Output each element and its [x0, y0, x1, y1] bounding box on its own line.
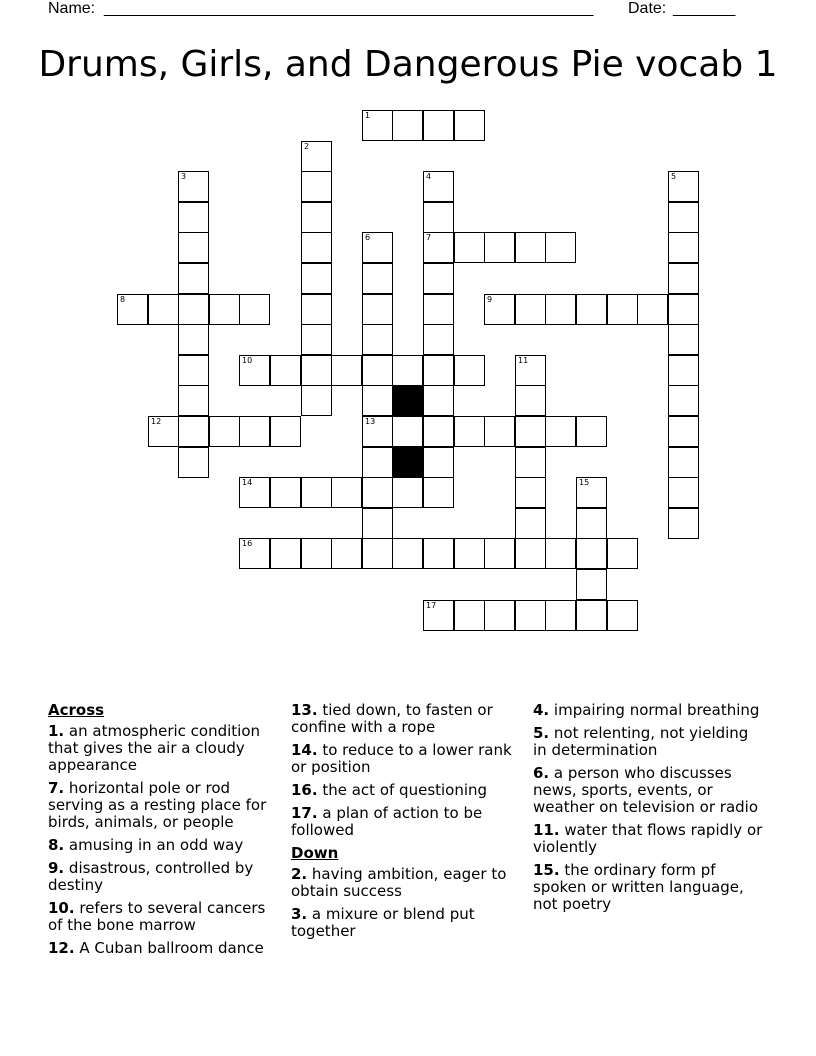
cell-number: 1 [365, 111, 371, 120]
date-label: Date: [628, 0, 667, 17]
cell-number: 15 [579, 478, 590, 487]
clue-down-4: 4. impairing normal breathing [533, 701, 760, 719]
grid-cell[interactable] [362, 110, 393, 141]
grid-cell[interactable] [545, 538, 576, 569]
grid-cell[interactable] [576, 294, 607, 325]
grid-cell[interactable] [454, 355, 485, 386]
grid-cell[interactable] [484, 600, 515, 631]
grid-cell[interactable] [545, 416, 576, 447]
date-field[interactable]: _______ [673, 0, 736, 17]
grid-cell[interactable] [209, 416, 240, 447]
grid-cell[interactable] [392, 477, 423, 508]
grid-cell[interactable] [209, 294, 240, 325]
grid-cell[interactable] [423, 416, 454, 447]
clue-across-12: 12. A Cuban ballroom dance [48, 939, 264, 957]
grid-cell[interactable] [423, 263, 454, 294]
grid-cell[interactable] [270, 538, 301, 569]
clue-down-5: 5. not relenting, not yielding in determination [533, 724, 749, 759]
grid-cell[interactable] [178, 202, 209, 233]
grid-cell[interactable] [423, 202, 454, 233]
grid-cell[interactable] [178, 355, 209, 386]
cell-number: 10 [242, 356, 253, 365]
clue-across-9: 9. disastrous, controlled by destiny [48, 859, 254, 894]
grid-cell[interactable] [576, 477, 607, 508]
grid-cell[interactable] [362, 324, 393, 355]
grid-cell[interactable] [454, 110, 485, 141]
grid-cell[interactable] [668, 508, 699, 539]
grid-cell[interactable] [362, 508, 393, 539]
grid-cell[interactable] [301, 324, 332, 355]
cell-number: 13 [365, 417, 376, 426]
clue-across-13: 13. tied down, to fasten or confine with a rope [291, 701, 493, 736]
grid-cell[interactable] [331, 538, 362, 569]
grid-cell[interactable] [362, 385, 393, 416]
grid-cell[interactable] [607, 294, 638, 325]
grid-cell[interactable] [607, 538, 638, 569]
grid-cell[interactable] [148, 294, 179, 325]
grid-cell[interactable] [301, 538, 332, 569]
grid-cell[interactable] [545, 600, 576, 631]
grid-cell[interactable] [331, 477, 362, 508]
grid-cell[interactable] [515, 294, 546, 325]
cell-number: 12 [151, 417, 162, 426]
grid-cell[interactable] [607, 600, 638, 631]
grid-cell[interactable] [301, 385, 332, 416]
grid-cell[interactable] [178, 263, 209, 294]
clue-across-1: 1. an atmospheric condition that gives the air a cloudy appearance [48, 722, 261, 774]
grid-cell[interactable] [515, 232, 546, 263]
grid-cell[interactable] [545, 232, 576, 263]
grid-cell[interactable] [423, 538, 454, 569]
grid-cell[interactable] [668, 477, 699, 508]
grid-cell[interactable] [178, 232, 209, 263]
name-field[interactable]: _______________________________________________________ [104, 0, 594, 17]
grid-cell[interactable] [668, 232, 699, 263]
clue-down-3: 3. a mixure or blend put together [291, 905, 475, 940]
grid-cell[interactable] [362, 416, 393, 447]
cell-number: 9 [487, 295, 493, 304]
grid-cell[interactable] [362, 263, 393, 294]
clue-across-8: 8. amusing in an odd way [48, 836, 244, 854]
grid-cell[interactable] [301, 355, 332, 386]
grid-cell[interactable] [301, 232, 332, 263]
grid-cell[interactable] [515, 477, 546, 508]
grid-cell[interactable] [392, 355, 423, 386]
grid-black-cell [392, 385, 423, 416]
grid-cell[interactable] [178, 324, 209, 355]
grid-cell[interactable] [239, 294, 270, 325]
grid-cell[interactable] [423, 324, 454, 355]
clue-down-11: 11. water that flows rapidly or violently [533, 821, 763, 856]
grid-cell[interactable] [668, 416, 699, 447]
grid-cell[interactable] [515, 538, 546, 569]
grid-cell[interactable] [515, 355, 546, 386]
clue-down-6: 6. a person who discusses news, sports, events, or weather on television or radio [533, 764, 759, 816]
grid-cell[interactable] [423, 171, 454, 202]
grid-cell[interactable] [301, 202, 332, 233]
grid-cell[interactable] [117, 294, 148, 325]
cell-number: 3 [181, 172, 187, 181]
grid-cell[interactable] [668, 385, 699, 416]
down-heading: Down [291, 844, 339, 862]
grid-cell[interactable] [239, 538, 270, 569]
grid-cell[interactable] [392, 110, 423, 141]
grid-cell[interactable] [423, 110, 454, 141]
grid-cell[interactable] [362, 232, 393, 263]
cell-number: 6 [365, 233, 371, 242]
clue-across-17: 17. a plan of action to be followed [291, 804, 483, 839]
cell-number: 2 [304, 142, 310, 151]
grid-cell[interactable] [270, 355, 301, 386]
grid-cell[interactable] [362, 538, 393, 569]
grid-cell[interactable] [668, 355, 699, 386]
clue-across-7: 7. horizontal pole or rod serving as a resting place for birds, animals, or people [48, 779, 267, 831]
clue-across-16: 16. the act of questioning [291, 781, 488, 799]
grid-cell[interactable] [331, 355, 362, 386]
grid-cell[interactable] [423, 355, 454, 386]
clues-column-1 [48, 702, 280, 963]
grid-cell[interactable] [270, 477, 301, 508]
grid-cell[interactable] [362, 447, 393, 478]
grid-cell[interactable] [515, 600, 546, 631]
grid-cell[interactable] [392, 538, 423, 569]
grid-cell[interactable] [545, 294, 576, 325]
grid-cell[interactable] [423, 477, 454, 508]
grid-cell[interactable] [454, 538, 485, 569]
grid-cell[interactable] [301, 171, 332, 202]
grid-cell[interactable] [515, 508, 546, 539]
grid-cell[interactable] [301, 141, 332, 172]
grid-cell[interactable] [576, 538, 607, 569]
grid-cell[interactable] [668, 202, 699, 233]
grid-cell[interactable] [484, 538, 515, 569]
grid-cell[interactable] [668, 447, 699, 478]
grid-cell[interactable] [423, 294, 454, 325]
grid-cell[interactable] [362, 477, 393, 508]
cell-number: 5 [671, 172, 677, 181]
grid-cell[interactable] [301, 263, 332, 294]
cell-number: 8 [120, 295, 126, 304]
grid-cell[interactable] [668, 324, 699, 355]
grid-cell[interactable] [148, 416, 179, 447]
grid-cell[interactable] [576, 600, 607, 631]
grid-cell[interactable] [270, 416, 301, 447]
clues-column-2 [291, 702, 523, 946]
grid-cell[interactable] [454, 600, 485, 631]
grid-cell[interactable] [637, 294, 668, 325]
grid-cell[interactable] [515, 447, 546, 478]
grid-cell[interactable] [178, 171, 209, 202]
grid-cell[interactable] [454, 416, 485, 447]
grid-cell[interactable] [423, 232, 454, 263]
grid-cell[interactable] [668, 294, 699, 325]
puzzle-title: Drums, Girls, and Dangerous Pie vocab 1 [38, 44, 778, 85]
clues-column-3 [533, 702, 765, 919]
grid-cell[interactable] [178, 447, 209, 478]
cell-number: 11 [518, 356, 529, 365]
grid-cell[interactable] [668, 263, 699, 294]
grid-cell[interactable] [178, 416, 209, 447]
grid-cell[interactable] [301, 477, 332, 508]
clue-down-2: 2. having ambition, eager to obtain success [291, 865, 507, 900]
cell-number: 17 [426, 601, 437, 610]
grid-cell[interactable] [576, 416, 607, 447]
grid-cell[interactable] [515, 385, 546, 416]
cell-number: 4 [426, 172, 432, 181]
grid-cell[interactable] [239, 355, 270, 386]
grid-cell[interactable] [515, 416, 546, 447]
grid-cell[interactable] [423, 600, 454, 631]
cell-number: 14 [242, 478, 253, 487]
across-heading: Across [48, 701, 105, 719]
cell-number: 7 [426, 233, 432, 242]
grid-cell[interactable] [454, 232, 485, 263]
grid-cell[interactable] [178, 385, 209, 416]
grid-cell[interactable] [239, 416, 270, 447]
name-label: Name: [48, 0, 96, 17]
grid-cell[interactable] [423, 385, 454, 416]
grid-cell[interactable] [576, 569, 607, 600]
grid-cell[interactable] [668, 171, 699, 202]
grid-cell[interactable] [484, 232, 515, 263]
clue-down-15: 15. the ordinary form pf spoken or written language, not poetry [533, 861, 744, 913]
grid-cell[interactable] [423, 447, 454, 478]
grid-cell[interactable] [362, 294, 393, 325]
grid-black-cell [392, 447, 423, 478]
clue-across-10: 10. refers to several cancers of the bone marrow [48, 899, 266, 934]
grid-cell[interactable] [484, 416, 515, 447]
grid-cell[interactable] [362, 355, 393, 386]
grid-cell[interactable] [484, 294, 515, 325]
cell-number: 16 [242, 539, 253, 548]
grid-cell[interactable] [301, 294, 332, 325]
grid-cell[interactable] [239, 477, 270, 508]
grid-cell[interactable] [392, 416, 423, 447]
grid-cell[interactable] [576, 508, 607, 539]
grid-cell[interactable] [178, 294, 209, 325]
clue-across-14: 14. to reduce to a lower rank or position [291, 741, 512, 776]
